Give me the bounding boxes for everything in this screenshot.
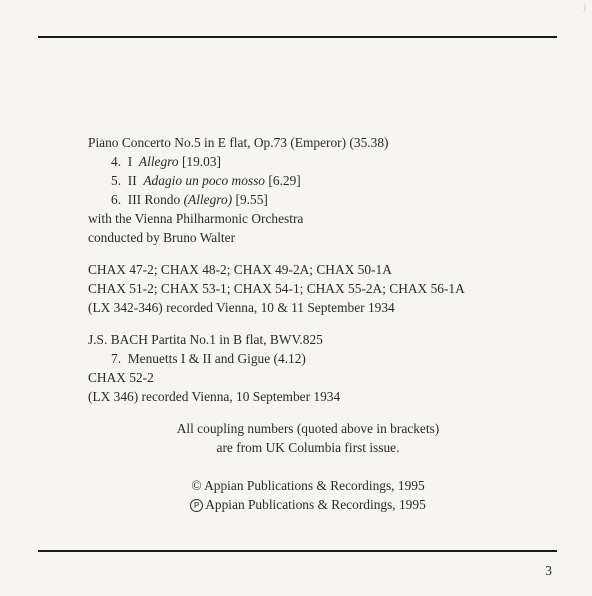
- movement-6: [88, 190, 528, 209]
- movement-numeral: III Rondo: [127, 192, 181, 207]
- bach-matrix: CHAX 52-2: [88, 370, 154, 385]
- copyright-text: Appian Publications & Recordings, 1995: [204, 478, 425, 493]
- track-listing: [88, 133, 528, 514]
- track-number: 6.: [111, 192, 122, 207]
- concerto-title: Piano Concerto No.5 in E flat, Op.73 (Emperor) (35.38): [88, 135, 389, 150]
- movement-4: [88, 152, 528, 171]
- phonogram-text: Appian Publications & Recordings, 1995: [205, 497, 426, 512]
- conductor-credit: conducted by Bruno Walter: [88, 230, 236, 245]
- track-title: Menuetts I & II and Gigue (4.12): [127, 351, 306, 366]
- coupling-note-line-1: All coupling numbers (quoted above in brackets): [176, 421, 440, 436]
- coupling-note-line-2: are from UK Columbia first issue.: [216, 440, 400, 455]
- top-rule: [38, 36, 557, 38]
- orchestra-credit: with the Vienna Philharmonic Orchestra: [88, 211, 304, 226]
- copyright-symbol: ©: [191, 478, 202, 493]
- bottom-rule: [38, 550, 557, 552]
- bach-title: J.S. BACH Partita No.1 in B flat, BWV.825: [88, 332, 323, 347]
- track-number: 4.: [111, 154, 122, 169]
- phonogram-line: [88, 495, 528, 514]
- corner-mark: ): [582, 2, 586, 13]
- page-number: 3: [545, 563, 552, 578]
- tempo-marking: (Allegro): [183, 192, 233, 207]
- copyright-line: [88, 476, 528, 495]
- movement-numeral: I: [127, 154, 133, 169]
- bach-track: [88, 349, 528, 368]
- timing: [19.03]: [181, 154, 222, 169]
- track-number: 5.: [111, 173, 122, 188]
- movement-numeral: II: [127, 173, 137, 188]
- movement-5: [88, 171, 528, 190]
- timing: [6.29]: [268, 173, 301, 188]
- phonogram-symbol: P: [190, 499, 203, 512]
- tempo-marking: Adagio un poco mosso: [143, 173, 266, 188]
- timing: [9.55]: [235, 192, 268, 207]
- recording-info: (LX 342-346) recorded Vienna, 10 & 11 September 1934: [88, 300, 395, 315]
- track-number: 7.: [111, 351, 122, 366]
- matrix-line-2: CHAX 51-2; CHAX 53-1; CHAX 54-1; CHAX 55-2A; CHAX 56-1A: [88, 281, 465, 296]
- matrix-line-1: CHAX 47-2; CHAX 48-2; CHAX 49-2A; CHAX 50-1A: [88, 262, 392, 277]
- tempo-marking: Allegro: [138, 154, 179, 169]
- bach-recording-info: (LX 346) recorded Vienna, 10 September 1934: [88, 389, 341, 404]
